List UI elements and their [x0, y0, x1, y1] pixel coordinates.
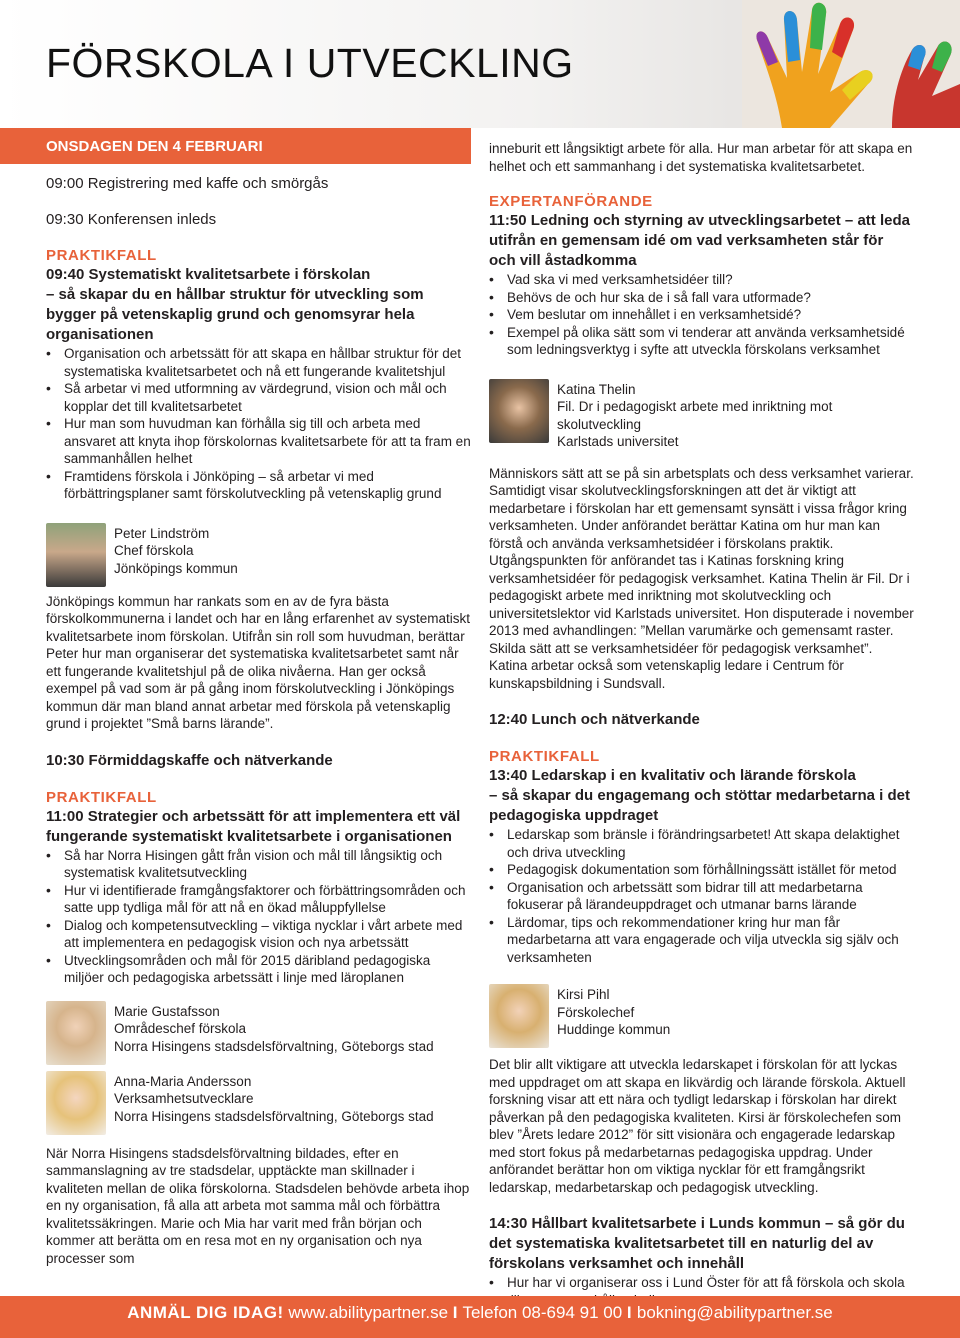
bullet-item: • Hur man som huvudman kan förhålla sig till och arbeta med ansvaret att knyta ihop förskolornas kvalitetsarbete för att ta fram en sammanhållen helhet — [64, 415, 471, 468]
bullet-item: • Vem beslutar om innehållet i en verksamhetsidé? — [507, 306, 914, 324]
conference-start-item: 09:30 Konferensen inleds — [46, 210, 217, 228]
speaker-name: Anna-Maria Andersson — [114, 1073, 252, 1089]
bullet-item: • Exempel på olika sätt som vi tenderar att använda verksamhetsidé som ledningsverktyg i syfte att utveckla förskolans verksamhet — [507, 324, 914, 359]
speaker-anna-maria — [46, 1071, 471, 1145]
speaker-description: Det blir allt viktigare att utveckla ledarskapet i förskolan för att lyckas med uppdraget om att skapa en likvärdig och lärande förskola. Aktuell forskning visar att ett nära och tydligt ledarskap i förskolan har direkt påverkan på den pedagogiska kvaliteten. Kirsi är förskolechefen som blev ”Årets ledare 2012” för sitt visionära och engagerade ledarskap med stort fokus på medarbetarnas pedagogiska uppdrag. Under anförandet berättar hon om viktiga nycklar för ett framgångsrikt ledarskap, medarbetarskap och pedagogisk utveckling. — [489, 1057, 906, 1195]
left-column — [46, 128, 471, 1267]
speaker-description: Jönköpings kommun har rankats som en av de fyra bästa förskolkommunerna i landet och har en lång erfarenhet av systematiskt kvalitetsarbete inom förskolan. Utifrån sin roll som huvudman, berättar Peter hur man organiserar det systematiska kvalitetsarbetet samt når ett fungerande kvalitetshjul på de olika nivåerna. Han ger också exempel på vad som är på gång inom förskolutveckling i Jönköpings kommun där man bland annat arbetar med förskola på vetenskaplig grund i projektet ”Små barns lärande”. — [46, 593, 470, 731]
speaker-org: Huddinge kommun — [557, 1022, 671, 1037]
speaker-katina — [489, 379, 914, 465]
speaker-role: Fil. Dr i pedagogiskt arbete med inriktning mot skolutveckling — [557, 399, 833, 432]
session-bullets — [489, 826, 914, 966]
speaker-org: Jönköpings kommun — [114, 560, 238, 576]
separator: I — [452, 1303, 459, 1322]
speaker-role: Förskolechef — [557, 1004, 635, 1020]
speaker-org: Norra Hisingens stadsdelsförvaltning, Göteborgs stad — [114, 1038, 434, 1054]
speaker-role: Chef förskola — [114, 543, 194, 558]
bullet-item: • Hur vi identifierade framgångsfaktorer och förbättringsområden och satte upp tydliga mål för att nå en ökad måluppfyllelse — [64, 882, 471, 917]
speaker-photo — [46, 1071, 106, 1135]
bullet-item: • Pedagogisk dokumentation som förhållningssätt istället för metod — [507, 861, 914, 879]
speaker-photo — [489, 379, 549, 443]
session-bullets — [489, 271, 914, 359]
page-title: FÖRSKOLA I UTVECKLING — [46, 40, 574, 86]
phone-number[interactable]: Telefon 08-694 91 00 — [462, 1303, 623, 1322]
bullet-item: • Vad ska vi med verksamhetsidéer till? — [507, 271, 914, 289]
category-label: PRAKTIKFALL — [46, 247, 157, 264]
day-banner: ONSDAGEN DEN 4 FEBRUARI — [0, 128, 471, 164]
speaker-name: Katina Thelin — [557, 381, 636, 397]
bullet-item: • Ledarskap som bränsle i förändringsarbetet! Att skapa delaktighet och driva utveckling — [507, 826, 914, 861]
speaker-description: Människors sätt att se på sin arbetsplats och dess verksamhet varierar. Samtidigt visar skolutvecklingsforskningen att det är viktigt att medarbetare i förskolan har ett gemensamt synsätt i vissa frågor kring verksamheten. Under anförandet berättar Katina om hur man kan förstå och använda verksamhetsidéer i förskolans praktik. Utgångspunkten för anförandet tas i Katinas forskning kring verksamhetsidéer för pedagogisk verksamhet. Katina Thelin är Fil. Dr i pedagogiskt arbete med inriktning mot skolutveckling och universitetslektor vid Karlstads universitet. Hon disputerade i november 2013 med avhandlingen: ”Mellan varumärke och gemensamt raster. Skilda sätt att se verksamhetsidéer för pedagogisk verksamhet”. Katina arbetar också som vetenskaplig ledare i Centrum för kunskapsbildning i Sundsvall. — [489, 465, 914, 691]
website-link[interactable]: www.abilitypartner.se — [288, 1303, 449, 1322]
coffee-break-item: 10:30 Förmiddagskaffe och nätverkande — [46, 751, 333, 769]
session-bullets — [46, 847, 471, 987]
session-bullets — [46, 345, 471, 503]
session-subtitle: – så skapar du engagemang och stöttar medarbetarna i det pedagogiska uppdraget — [489, 787, 910, 824]
speaker-name: Kirsi Pihl — [557, 987, 610, 1002]
speaker-org: Norra Hisingens stadsdelsförvaltning, Göteborgs stad — [114, 1108, 434, 1124]
session-subtitle: – så skapar du en hållbar struktur för utveckling som bygger på vetenskaplig grund och genomsyrar hela organisationen — [46, 286, 424, 343]
signup-cta[interactable]: ANMÄL DIG IDAG! — [127, 1303, 284, 1322]
category-label: EXPERTANFÖRANDE — [489, 193, 653, 210]
bullet-item: • Organisation och arbetssätt som bidrar till att medarbetarna fokuserar på lärandeuppdraget och utmanar barns lärande — [507, 879, 914, 914]
bullet-item: • Framtidens förskola i Jönköping – så arbetar vi med förbättringsplaner samt förskolutveckling på vetenskaplig grund — [64, 468, 471, 503]
painted-hands-image — [742, 0, 960, 128]
speaker-kirsi — [489, 984, 914, 1056]
bullet-item: • Hur har vi organiserar oss i Lund Öster för att få förskola och skola — [507, 1274, 914, 1309]
speaker-description: När Norra Hisingens stadsdelsförvaltning bildades, efter en sammanslagning av tre stadsdelar, upptäckte man skillnader i kvaliteten mellan de olika förskolorna. Stadsdelen behövde arbeta ihop en ny organisation, få alla att arbeta mot samma mål och förbättra kvalitetssäkringen. Marie och Mia har varit med från början och kommer att berätta om en resa mot en ny organisation och nya processer som — [46, 1145, 470, 1266]
right-column — [489, 128, 914, 1309]
speaker-role: Områdeschef förskola — [114, 1021, 247, 1036]
speaker-name: Peter Lindström — [114, 525, 210, 541]
speaker-photo — [46, 523, 106, 587]
category-label: PRAKTIKFALL — [46, 788, 157, 806]
bullet-item: • Organisation och arbetssätt för att skapa en hållbar struktur för det systematiska kvalitetsarbetet och nå ett fungerande kvalitetshjul — [64, 345, 471, 380]
bullet-item: • Så har Norra Hisingen gått från vision och mål till långsiktig och systematisk kvalitetsutveckling — [64, 847, 471, 882]
email-link[interactable]: bokning@abilitypartner.se — [636, 1303, 833, 1322]
speaker-name: Marie Gustafsson — [114, 1003, 220, 1019]
session-title: 11:50 Ledning och styrning av utvecklingsarbetet – att leda utifrån en gemensam idé om vad verksamheten står för och vill åstadkomma — [489, 212, 910, 269]
session-title: 11:00 Strategier och arbetssätt för att implementera ett väl fungerande systematiskt kvalitetsarbete i organisationen — [46, 807, 461, 845]
speaker-peter — [46, 523, 471, 593]
separator: I — [626, 1303, 633, 1322]
bullet-item: • Dialog och kompetensutveckling – viktiga nycklar i vårt arbete med att implementera en pedagogisk vision och nya arbetssätt — [64, 917, 471, 952]
speaker-photo — [46, 1001, 106, 1065]
footer-banner — [0, 1296, 960, 1338]
speaker-role: Verksamhetsutvecklare — [114, 1091, 254, 1106]
session-title: 13:40 Ledarskap i en kvalitativ och lärande förskola — [489, 767, 856, 784]
bullet-item: • Utvecklingsområden och mål för 2015 däribland pedagogiska miljöer och pedagogiska arbetssätt i linje med läroplanen — [64, 952, 471, 987]
session-title: 14:30 Hållbart kvalitetsarbete i Lunds kommun – så gör du det systematiska kvalitetsarbetet till en naturlig del av förskolans verksamhet och innehåll — [489, 1215, 905, 1272]
bullet-item: • Så arbetar vi med utformning av värdegrund, vision och mål och kopplar det till kvalitetsarbetet — [64, 380, 471, 415]
page-header — [0, 0, 960, 128]
speaker-org: Karlstads universitet — [557, 434, 679, 449]
registration-item: 09:00 Registrering med kaffe och smörgås — [46, 175, 329, 192]
session-title: 09:40 Systematiskt kvalitetsarbete i förskolan — [46, 266, 371, 283]
continued-text: inneburit ett långsiktigt arbete för alla. Hur man arbetar för att skapa en helhet och ett sammanhang i det systematiska kvalitetsarbetet. — [489, 141, 913, 174]
lunch-item: 12:40 Lunch och nätverkande — [489, 711, 700, 728]
category-label: PRAKTIKFALL — [489, 748, 600, 765]
speaker-photo — [489, 984, 549, 1048]
bullet-item: • Behövs de och hur ska de i så fall vara utformade? — [507, 289, 914, 307]
bullet-item: • Lärdomar, tips och rekommendationer kring hur man får medarbetarna att vara engagerade och vilja utveckla sig själv och verksamheten — [507, 914, 914, 967]
speaker-marie — [46, 1001, 471, 1071]
